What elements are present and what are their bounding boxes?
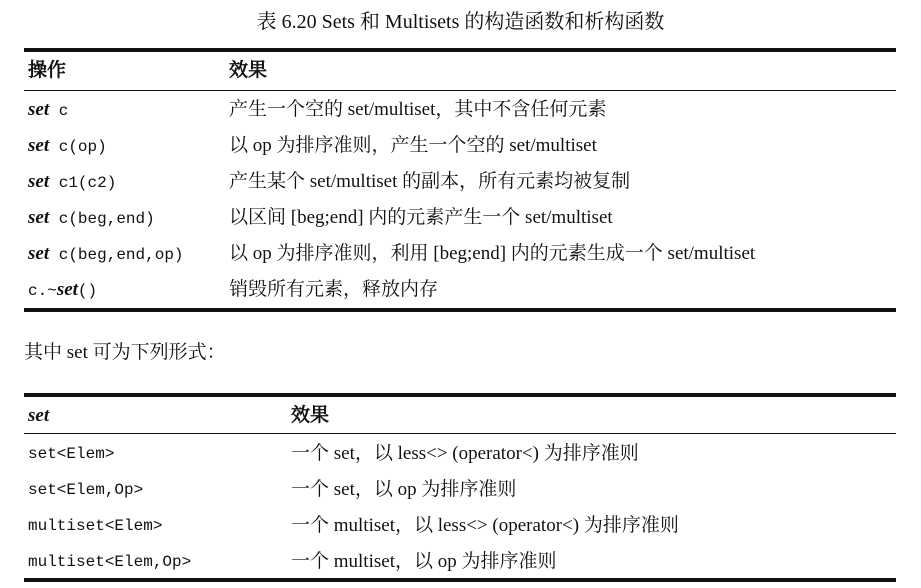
effect-cell: 产生某个 set/multiset 的副本，所有元素均被复制 bbox=[229, 171, 631, 192]
table-row bbox=[24, 544, 896, 580]
table-row bbox=[24, 92, 896, 128]
operation-cell: set c(beg,end,op) bbox=[28, 243, 184, 264]
effect-cell: 销毁所有元素，释放内存 bbox=[229, 279, 439, 300]
table1-header-rule bbox=[24, 90, 896, 91]
effect-cell: 产生一个空的 set/multiset，其中不含任何元素 bbox=[229, 99, 607, 120]
operation-cell: set c1(c2) bbox=[28, 171, 117, 192]
effect-cell: 以 op 为排序准则，产生一个空的 set/multiset bbox=[229, 135, 597, 156]
type-cell: multiset<Elem,Op> bbox=[28, 553, 192, 571]
table1-header-effect: 效果 bbox=[229, 60, 268, 81]
operation-cell: set c(beg,end) bbox=[28, 207, 155, 228]
effect-cell: 一个 multiset，以 op 为排序准则 bbox=[291, 551, 557, 572]
type-cell: multiset<Elem> bbox=[28, 517, 163, 535]
table-row bbox=[24, 236, 896, 272]
table-row bbox=[24, 164, 896, 200]
effect-cell: 一个 set，以 op 为排序准则 bbox=[291, 479, 517, 500]
operation-cell: set c(op) bbox=[28, 135, 107, 156]
table2-header-row bbox=[24, 398, 896, 434]
table-row bbox=[24, 436, 896, 472]
table2-header-rule bbox=[24, 433, 896, 434]
operation-cell: c.~set() bbox=[28, 279, 98, 300]
table2-header-set: set bbox=[28, 405, 50, 426]
table-row bbox=[24, 128, 896, 164]
table-row bbox=[24, 200, 896, 236]
table2-bottom-rule bbox=[24, 578, 896, 582]
table-row bbox=[24, 272, 896, 308]
note-text: 其中 set 可为下列形式： bbox=[24, 342, 226, 363]
effect-cell: 一个 multiset，以 less<> (operator<) 为排序准则 bbox=[291, 515, 679, 536]
table-row bbox=[24, 508, 896, 544]
table-row bbox=[24, 472, 896, 508]
table1-header-operation: 操作 bbox=[28, 60, 67, 81]
type-cell: set<Elem,Op> bbox=[28, 481, 144, 499]
table-caption: 表 6.20 Sets 和 Multisets 的构造函数和析构函数 bbox=[256, 11, 665, 33]
effect-cell: 以区间 [beg;end] 内的元素产生一个 set/multiset bbox=[229, 207, 613, 228]
effect-cell: 以 op 为排序准则，利用 [beg;end] 内的元素生成一个 set/multiset bbox=[229, 243, 756, 264]
table1-header-row bbox=[24, 53, 896, 89]
operation-cell: set c bbox=[28, 99, 69, 120]
table1-bottom-rule bbox=[24, 308, 896, 312]
table1-top-rule bbox=[24, 48, 896, 52]
table2-header-effect: 效果 bbox=[291, 405, 330, 426]
type-cell: set<Elem> bbox=[28, 445, 115, 463]
table2-top-rule bbox=[24, 393, 896, 397]
effect-cell: 一个 set，以 less<> (operator<) 为排序准则 bbox=[291, 443, 639, 464]
